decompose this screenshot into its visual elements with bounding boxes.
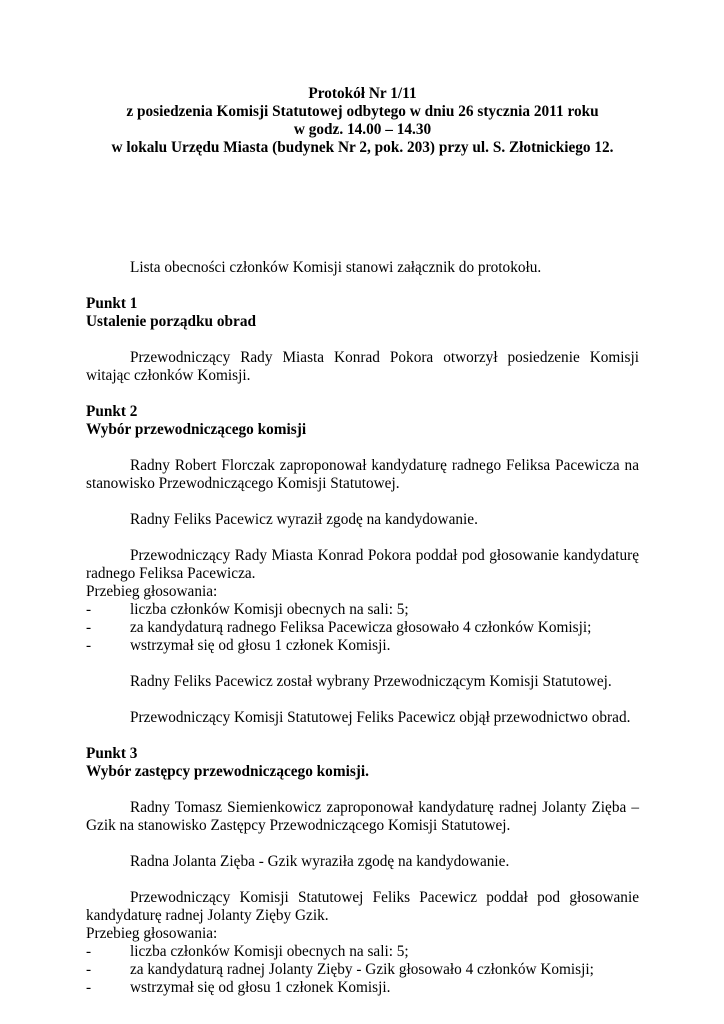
list-item (86, 961, 639, 979)
spacer (86, 691, 639, 709)
section-3-heading (86, 745, 639, 781)
list-item-text: za kandydaturą radnej Jolanty Zięby - Gzik głosowało 4 członków Komisji; (130, 961, 594, 978)
spacer (86, 331, 639, 349)
title-line-2: z posiedzenia Komisji Statutowej odbytego w dniu 26 stycznia 2011 roku (126, 103, 599, 120)
list-item-text: za kandydaturą radnego Feliksa Pacewicza głosowało 4 członków Komisji; (130, 619, 592, 636)
document-title (66, 85, 659, 157)
spacer (86, 835, 639, 853)
spacer (86, 157, 639, 259)
list-marker: - (86, 619, 92, 636)
section-title: Wybór przewodniczącego komisji (86, 421, 307, 438)
list-marker: - (86, 979, 92, 996)
section-number: Punkt 3 (86, 745, 138, 762)
spacer (86, 385, 639, 403)
list-item-text: liczba członków Komisji obecnych na sali: 5; (130, 943, 409, 960)
list-item-text: wstrzymał się od głosu 1 członek Komisji. (130, 637, 391, 654)
list-marker: - (86, 943, 92, 960)
section-1-paragraph-1: Przewodniczący Rady Miasta Konrad Pokora otworzył posiedzenie Komisji witając członków Komisji. (86, 349, 639, 384)
title-line-3: w godz. 14.00 – 14.30 (293, 121, 432, 138)
list-item (86, 619, 639, 637)
list-marker: - (86, 601, 92, 618)
vote-list (86, 943, 639, 997)
list-item-text: liczba członków Komisji obecnych na sali: 5; (130, 601, 409, 618)
title-line-1: Protokół Nr 1/11 (308, 85, 417, 102)
title-line-4: w lokalu Urzędu Miasta (budynek Nr 2, pok. 203) przy ul. S. Złotnickiego 12. (111, 139, 614, 156)
spacer (86, 871, 639, 889)
spacer (86, 781, 639, 799)
list-item (86, 979, 639, 997)
section-title: Wybór zastępcy przewodniczącego komisji. (86, 763, 369, 780)
section-2-heading (86, 403, 639, 439)
section-3-paragraph-3: Przewodniczący Komisji Statutowej Feliks Pacewicz poddał pod głosowanie kandydaturę radnej Jolanty Zięby Gzik. (86, 889, 639, 924)
section-2-paragraph-5: Przewodniczący Komisji Statutowej Feliks Pacewicz objął przewodnictwo obrad. (130, 709, 631, 726)
section-number: Punkt 2 (86, 403, 138, 420)
list-item (86, 637, 639, 655)
section-2-paragraph-1: Radny Robert Florczak zaproponował kandydaturę radnego Feliksa Pacewicza na stanowisko Przewodniczącego Komisji Statutowej. (86, 457, 639, 492)
section-number: Punkt 1 (86, 295, 138, 312)
section-3-paragraph-2: Radna Jolanta Zięba - Gzik wyraziła zgodę na kandydowanie. (130, 853, 510, 870)
section-2-paragraph-4: Radny Feliks Pacewicz został wybrany Przewodniczącym Komisji Statutowej. (130, 673, 612, 690)
vote-list (86, 601, 639, 655)
spacer (86, 277, 639, 295)
section-2-paragraph-3: Przewodniczący Rady Miasta Konrad Pokora poddał pod głosowanie kandydaturę radnego Feliksa Pacewicza. (86, 547, 639, 582)
vote-label: Przebieg głosowania: (86, 925, 218, 942)
vote-label: Przebieg głosowania: (86, 583, 218, 600)
spacer (86, 529, 639, 547)
section-title: Ustalenie porządku obrad (86, 313, 256, 330)
spacer (86, 655, 639, 673)
list-item (86, 943, 639, 961)
list-item (86, 601, 639, 619)
spacer (86, 493, 639, 511)
list-marker: - (86, 961, 92, 978)
spacer (86, 727, 639, 745)
list-marker: - (86, 637, 92, 654)
spacer (86, 439, 639, 457)
document-page (86, 85, 639, 997)
section-3-paragraph-1: Radny Tomasz Siemienkowicz zaproponował kandydaturę radnej Jolanty Zięba – Gzik na stanowisko Zastępcy Przewodniczącego Komisji Statutowej. (86, 799, 639, 834)
intro-paragraph: Lista obecności członków Komisji stanowi załącznik do protokołu. (130, 259, 542, 276)
list-item-text: wstrzymał się od głosu 1 członek Komisji. (130, 979, 391, 996)
section-2-paragraph-2: Radny Feliks Pacewicz wyraził zgodę na kandydowanie. (130, 511, 478, 528)
section-1-heading (86, 295, 639, 331)
